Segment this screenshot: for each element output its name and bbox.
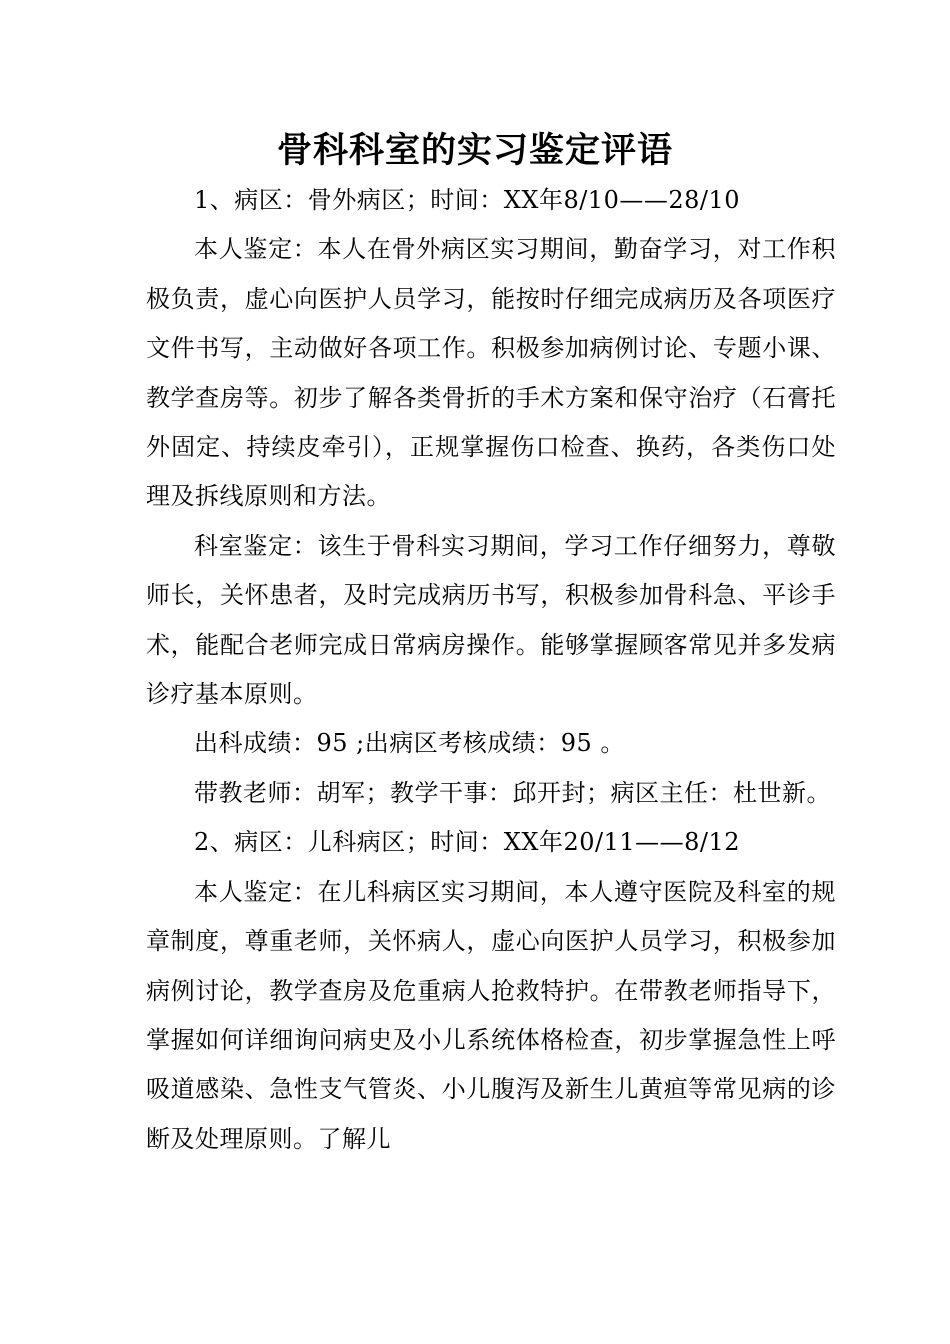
department-assessment-orthopedics: 科室鉴定：该生于骨科实习期间，学习工作仔细努力，尊敬师长，关怀患者，及时完成病历书写，积极参加骨科急、平诊手术，能配合老师完成日常病房操作。能够掌握顾客常见并多发病诊疗基本原则。: [146, 531, 836, 709]
self-assessment-orthopedics: 本人鉴定：本人在骨外病区实习期间，勤奋学习，对工作积极负责，虚心向医护人员学习，能按时仔细完成病历及各项医疗文件书写，主动做好各项工作。积极参加病例讨论、专题小课、教学查房等。初步了解各类骨折的手术方案和保守治疗（石膏托外固定、持续皮牵引），正规掌握伤口检查、换药，各类伤口处理及拆线原则和方法。: [146, 235, 836, 511]
self-assessment-pediatrics: 本人鉴定：在儿科病区实习期间，本人遵守医院及科室的规章制度，尊重老师，关怀病人，虚心向医护人员学习，积极参加病例讨论，教学查房及危重病人抢救特护。在带教老师指导下，掌握如何详细询问病史及小儿系统体格检查，初步掌握急性上呼吸道感染、急性支气管炎、小儿腹泻及新生儿黄疸等常见病的诊断及处理原则。了解儿: [146, 877, 836, 1153]
scores-orthopedics: 出科成绩：95 ;出病区考核成绩：95 。: [194, 729, 625, 758]
document-title: 骨科科室的实习鉴定评语: [276, 130, 673, 171]
section-heading-orthopedics: 1、病区：骨外病区；时间：XX年8/10——28/10: [194, 186, 740, 214]
supervisors-orthopedics: 带教老师：胡军；教学干事：邱开封；病区主任：杜世新。: [194, 778, 831, 807]
document-body: [146, 176, 836, 1164]
section-heading-pediatrics: 2、病区：儿科病区；时间：XX年20/11——8/12: [194, 828, 740, 857]
